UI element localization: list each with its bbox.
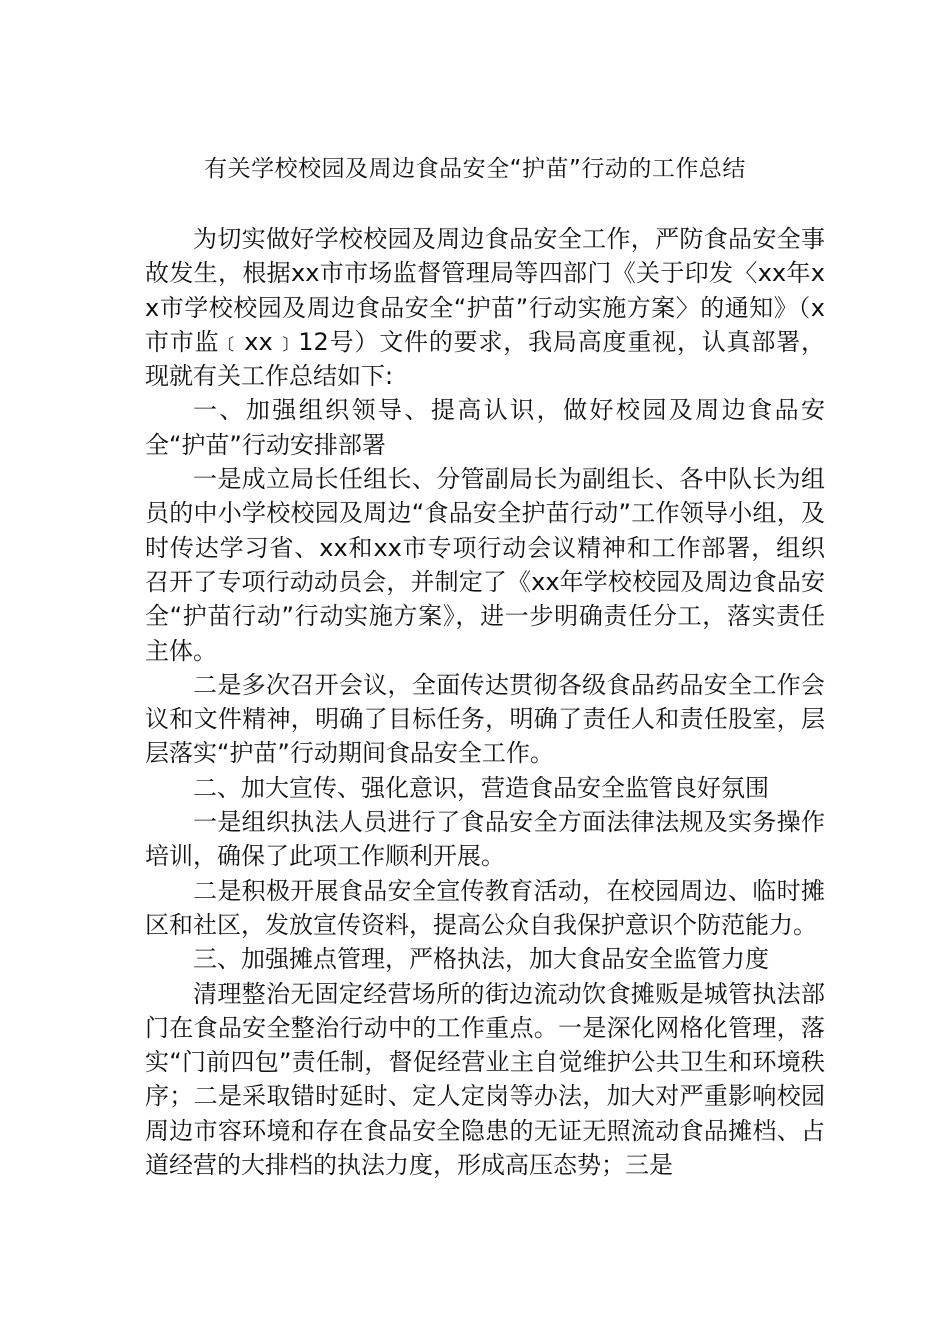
paragraph-section-3-body: 清理整治无固定经营场所的街边流动饮食摊贩是城管执法部门在食品安全整治行动中的工作重点。一是深化网格化管理，落实“门前四包”责任制，督促经营业主自觉维护公共卫生和环境秩序；二是采取错时延时、定人定岗等办法，加大对严重影响校园周边市容环境和存在食品安全隐患的无证无照流动食品摊档、占道经营的大排档的执法力度，形成高压态势；三是 (145, 979, 825, 1180)
heading-section-1: 一、加强组织领导、提高认识，做好校园及周边食品安全“护苗”行动安排部署 (145, 396, 825, 459)
document-title: 有关学校校园及周边食品安全“护苗”行动的工作总结 (204, 156, 746, 182)
paragraph-section-1-item-2: 二是多次召开会议，全面传达贯彻各级食品药品安全工作会议和文件精神，明确了目标任务，明确了责任人和责任股室，层层落实“护苗”行动期间食品安全工作。 (145, 670, 825, 768)
paragraph-section-2-item-2: 二是积极开展食品安全宣传教育活动，在校园周边、临时摊区和社区，发放宣传资料，提高公众自我保护意识个防范能力。 (145, 876, 825, 939)
document-body (145, 222, 825, 1182)
heading-section-2: 二、加大宣传、强化意识，营造食品安全监管良好氛围 (193, 773, 769, 802)
paragraph-section-2-item-1: 一是组织执法人员进行了食品安全方面法律法规及实务操作培训，确保了此项工作顺利开展。 (145, 808, 825, 871)
paragraph-section-1-item-1: 一是成立局长任组长、分管副局长为副组长、各中队长为组员的中小学校校园及周边“食品安全护苗行动”工作领导小组，及时传达学习省、xx和xx市专项行动会议精神和工作部署，组织召开了专项行动动员会，并制定了《xx年学校校园及周边食品安全“护苗行动”行动实施方案》，进一步明确责任分工，落实责任主体。 (145, 465, 825, 665)
heading-section-3: 三、加强摊点管理，严格执法，加大食品安全监管力度 (193, 945, 769, 974)
paragraph-intro: 为切实做好学校校园及周边食品安全工作，严防食品安全事故发生，根据xx市市场监督管理局等四部门《关于印发〈xx年xx市学校校园及周边食品安全“护苗”行动实施方案〉的通知》（x市市监﹝xx﹞12号）文件的要求，我局高度重视，认真部署，现就有关工作总结如下: (145, 225, 825, 391)
